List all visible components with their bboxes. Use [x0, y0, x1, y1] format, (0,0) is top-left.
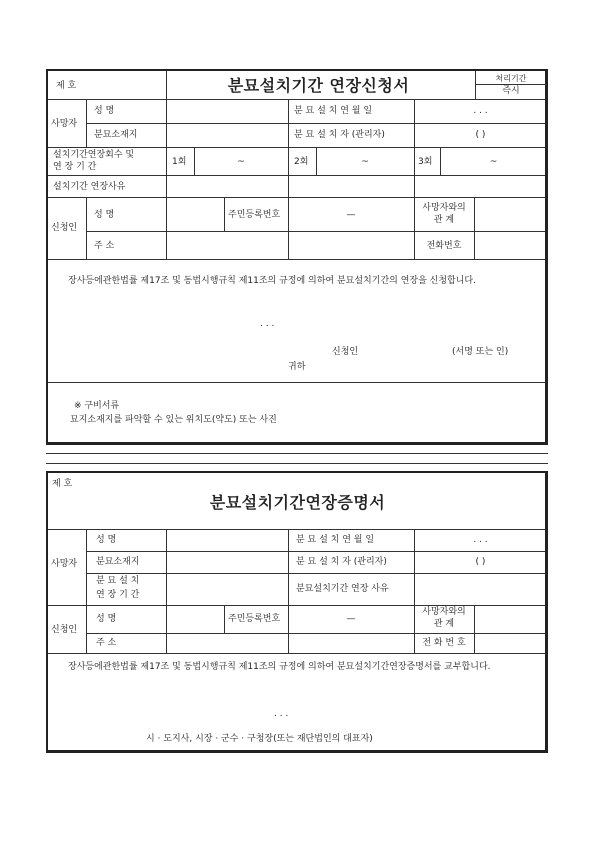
extension-reason-field[interactable]	[167, 176, 547, 196]
phone-field[interactable]	[475, 232, 547, 258]
term-2-label: 2회	[294, 157, 309, 167]
extension-period-label-2: 연 장 기 간	[96, 590, 140, 600]
form-title: 분묘설치기간 연장신청서	[227, 76, 410, 95]
addressee-label: 귀하	[288, 362, 306, 372]
term-1-label: 1회	[172, 157, 187, 167]
required-docs-item: 묘지소재지를 파악할 수 있는 위치도(약도) 또는 사진	[70, 415, 277, 425]
relation-label-2: 관 계	[433, 215, 455, 225]
phone-label: 전 화 번 호	[422, 638, 466, 648]
deceased-label: 사망자	[51, 559, 78, 569]
deceased-name-label: 성 명	[96, 535, 117, 545]
grave-installer-label: 분 묘 설 치 자 (관리자)	[294, 130, 385, 140]
grave-location-label: 분묘소재지	[94, 130, 138, 140]
phone-field[interactable]	[475, 634, 547, 652]
processing-period-value: 즉시	[502, 86, 520, 96]
extension-reason-label: 분묘설치기간 연장 사유	[296, 584, 389, 594]
applicant-address-field[interactable]	[167, 634, 413, 652]
document-number-label: 제 호	[56, 81, 77, 91]
grave-installer-label: 분 묘 설 치 자 (관리자)	[296, 557, 387, 567]
term-3-label: 3회	[418, 157, 433, 167]
relation-label-1: 사망자와의	[422, 607, 466, 617]
rrn-label: 주민등록번호	[228, 614, 281, 624]
certificate-title: 분묘설치기간연장증명서	[209, 493, 386, 512]
grave-location-label: 분묘소재지	[96, 557, 140, 567]
grave-installer-value[interactable]: ( )	[475, 557, 486, 567]
processing-period-label: 처리기간	[495, 74, 527, 83]
deceased-name-field[interactable]	[167, 100, 288, 122]
applicant-sign-label: 신청인	[332, 347, 359, 357]
deceased-name-label: 성 명	[94, 106, 115, 116]
grave-install-date-value[interactable]: . . .	[473, 535, 488, 545]
relation-field[interactable]	[475, 606, 547, 632]
applicant-name-field[interactable]	[167, 606, 223, 632]
certificate-statement: 장사등에관한법률 제17조 및 동법시행규칙 제11조의 규정에 의하여 분묘설치기간연장증명서를 교부합니다.	[68, 662, 491, 672]
extension-certificate-form	[46, 471, 548, 753]
issuer-label: 시 · 도지사, 시장 · 군수 · 구청장(또는 재단법인의 대표자)	[146, 734, 373, 744]
applicant-name-label: 성 명	[96, 614, 117, 624]
applicant-address-field[interactable]	[167, 232, 413, 258]
document-number-label: 제 호	[52, 479, 73, 489]
rrn-field[interactable]: —	[346, 614, 356, 624]
extension-count-label-2: 연 장 기 간	[53, 162, 97, 172]
applicant-name-field[interactable]	[167, 198, 223, 230]
application-date[interactable]: . . .	[260, 319, 275, 329]
grave-install-date-label: 분 묘 설 치 연 월 일	[296, 535, 375, 545]
extension-period-label-1: 분 묘 설 치	[96, 576, 140, 586]
sign-or-seal-hint: (서명 또는 인)	[452, 347, 509, 357]
rrn-label: 주민등록번호	[228, 210, 281, 220]
applicant-name-label: 성 명	[94, 210, 115, 220]
application-statement: 장사등에관한법률 제17조 및 동법시행규칙 제11조의 규정에 의하여 분묘설치기간의 연장을 신청합니다.	[68, 276, 476, 286]
term-2-range[interactable]: ~	[361, 157, 369, 167]
rrn-field[interactable]: —	[346, 210, 356, 220]
extension-count-label-1: 설치기간연장회수 및	[53, 150, 135, 160]
issue-date[interactable]: . . .	[274, 709, 289, 719]
phone-label: 전화번호	[426, 241, 462, 251]
grave-location-field[interactable]	[167, 552, 288, 572]
applicant-label: 신청인	[51, 625, 78, 635]
relation-field[interactable]	[475, 198, 547, 230]
grave-location-field[interactable]	[167, 124, 288, 146]
extension-reason-field[interactable]	[415, 574, 547, 604]
applicant-address-label: 주 소	[94, 241, 115, 251]
term-1-range[interactable]: ~	[237, 157, 245, 167]
extension-application-form	[46, 69, 548, 445]
applicant-address-label: 주 소	[96, 638, 117, 648]
relation-label-2: 관 계	[433, 619, 455, 629]
cut-line-bottom	[46, 463, 548, 464]
required-docs-title: ※ 구비서류	[74, 401, 120, 411]
grave-install-date-label: 분 묘 설 치 연 월 일	[294, 106, 373, 116]
cut-line-top	[46, 453, 548, 454]
term-3-range[interactable]: ~	[489, 157, 498, 167]
grave-installer-value[interactable]: ( )	[475, 130, 486, 140]
extension-reason-label: 설치기간 연장사유	[53, 182, 126, 192]
deceased-name-field[interactable]	[167, 530, 288, 550]
applicant-label: 신청인	[51, 223, 78, 233]
grave-install-date-value[interactable]: . . .	[473, 106, 488, 116]
extension-period-field[interactable]	[167, 574, 288, 604]
deceased-label: 사망자	[51, 119, 78, 129]
relation-label-1: 사망자와의	[422, 203, 466, 213]
